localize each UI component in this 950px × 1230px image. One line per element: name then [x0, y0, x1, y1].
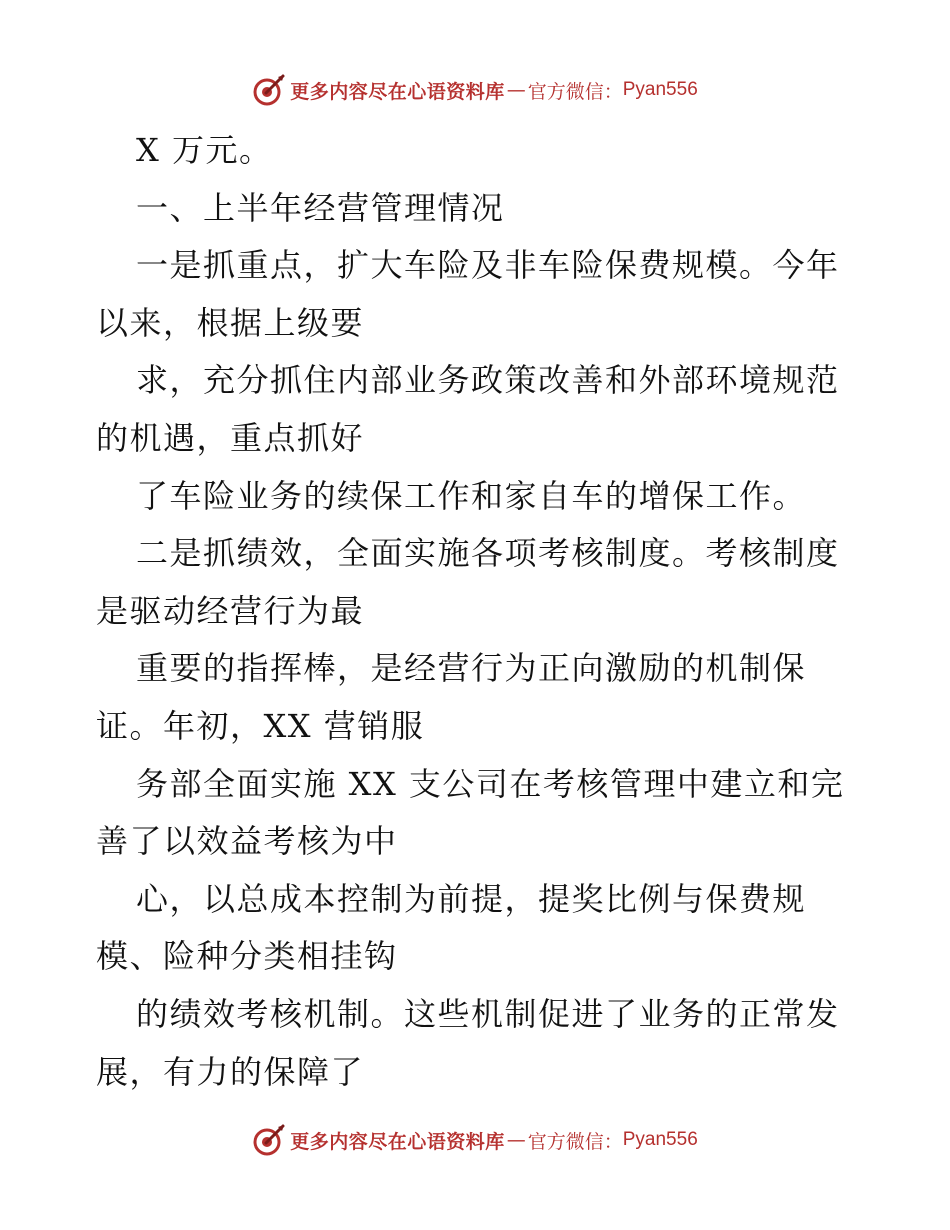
- text-line: 模、险种分类相挂钩: [96, 937, 398, 976]
- banner-wechat-id: Pyan556: [622, 79, 698, 100]
- banner-brand-text: 更多内容尽在心语资料库: [290, 1130, 505, 1153]
- text-line: 二是抓绩效，全面实施各项考核制度。考核制度: [136, 534, 840, 573]
- text-line: 一是抓重点，扩大车险及非车险保费规模。今年: [136, 246, 840, 285]
- text-line: 展，有力的保障了: [96, 1052, 365, 1091]
- document-body: [96, 122, 856, 1101]
- text-line: 证。年初，XX 营销服: [96, 706, 425, 745]
- banner-wechat-id: Pyan556: [622, 1129, 698, 1150]
- text-line: 心，以总成本控制为前提，提奖比例与保费规: [136, 879, 807, 918]
- text-line: 的机遇，重点抓好: [96, 418, 365, 457]
- banner-wechat-label: 官方微信：: [527, 1130, 623, 1153]
- text-line: 的绩效考核机制。这些机制促进了业务的正常发: [136, 994, 840, 1033]
- section-heading: 一、上半年经营管理情况: [136, 188, 505, 227]
- text-line: 重要的指挥棒，是经营行为正向激励的机制保: [136, 649, 807, 688]
- logo-icon: [252, 73, 286, 107]
- logo-icon: [252, 1123, 286, 1157]
- text-line: 求，充分抓住内部业务政策改善和外部环境规范: [136, 361, 840, 400]
- text-line: X 万元。: [136, 131, 273, 169]
- banner-brand-text: 更多内容尽在心语资料库: [290, 80, 505, 103]
- banner-wechat-label: 官方微信：: [527, 80, 623, 103]
- text-line: 善了以效益考核为中: [96, 822, 398, 861]
- header-banner: [0, 70, 950, 110]
- banner-separator: —: [506, 79, 526, 101]
- text-line: 是驱动经营行为最: [96, 591, 365, 630]
- text-line: 了车险业务的续保工作和家自车的增保工作。: [136, 476, 807, 515]
- text-line: 以来，根据上级要: [96, 303, 365, 342]
- footer-banner: [0, 1120, 950, 1160]
- banner-separator: —: [506, 1129, 526, 1151]
- text-line: 务部全面实施 XX 支公司在考核管理中建立和完: [136, 764, 845, 803]
